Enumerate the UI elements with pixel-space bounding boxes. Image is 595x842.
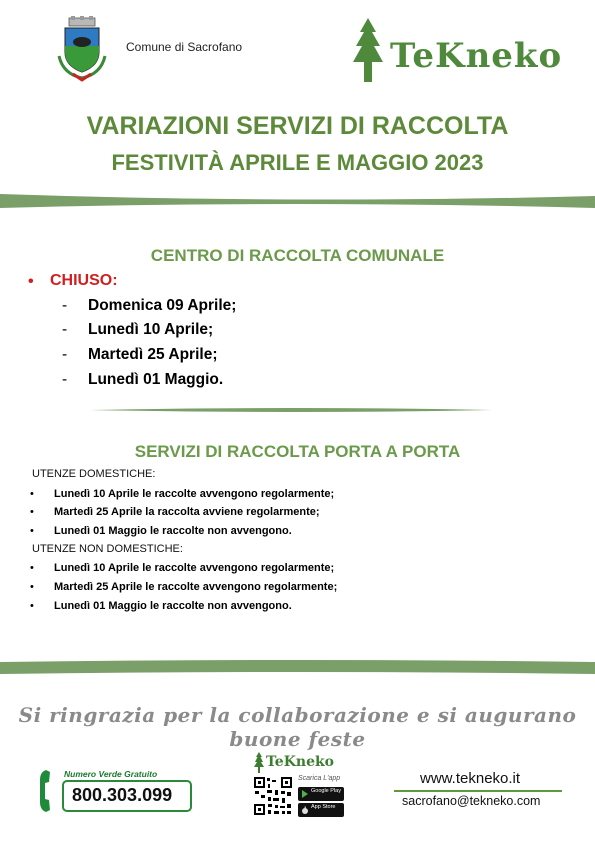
app-store-label: App Store bbox=[311, 804, 336, 810]
bullet: • bbox=[30, 525, 34, 537]
closed-date-item bbox=[62, 346, 218, 364]
closed-date-text: Lunedì 01 Maggio. bbox=[88, 371, 224, 388]
bullet: • bbox=[30, 488, 34, 500]
service-item bbox=[30, 506, 320, 518]
service-item bbox=[30, 488, 334, 500]
group-heading-domestic: UTENZE DOMESTICHE: bbox=[32, 468, 156, 480]
dash: - bbox=[62, 346, 68, 363]
bullet: • bbox=[30, 506, 34, 518]
service-item-text: Martedì 25 Aprile le raccolte avvengono regolarmente; bbox=[54, 581, 338, 593]
closed-date-text: Domenica 09 Aprile; bbox=[88, 297, 237, 314]
service-item-text: Lunedì 10 Aprile le raccolte avvengono regolarmente; bbox=[54, 488, 335, 500]
divider-band-top bbox=[0, 194, 595, 208]
page-subtitle: FESTIVITÀ APRILE E MAGGIO 2023 bbox=[111, 150, 484, 175]
service-item bbox=[30, 562, 334, 574]
closed-bullet: • bbox=[28, 273, 34, 290]
telephone-icon bbox=[38, 768, 64, 814]
pine-tree-icon bbox=[350, 18, 386, 86]
service-item bbox=[30, 600, 292, 612]
service-item-text: Lunedì 10 Aprile le raccolte avvengono regolarmente; bbox=[54, 562, 335, 574]
closed-date-text: Lunedì 10 Aprile; bbox=[88, 321, 214, 338]
closed-label: CHIUSO: bbox=[50, 272, 118, 289]
website-link[interactable]: www.tekneko.it bbox=[420, 770, 521, 787]
bullet: • bbox=[30, 600, 34, 612]
play-icon bbox=[301, 790, 309, 798]
dash: - bbox=[62, 297, 68, 314]
download-caption: Scarica L'app bbox=[298, 775, 341, 782]
closed-date-item bbox=[62, 321, 213, 339]
closed-date-text: Martedì 25 Aprile; bbox=[88, 346, 218, 363]
toll-free-caption: Numero Verde Gratuito bbox=[64, 769, 158, 779]
comune-name: Comune di Sacrofano bbox=[126, 40, 243, 54]
service-item bbox=[30, 581, 337, 593]
apple-icon bbox=[301, 806, 309, 814]
divider-thin bbox=[90, 406, 492, 414]
closed-date-item bbox=[62, 297, 236, 315]
brand-logo-text: TeKneko bbox=[390, 36, 563, 76]
section-title-center: CENTRO DI RACCOLTA COMUNALE bbox=[150, 246, 445, 265]
pine-tree-icon bbox=[253, 752, 265, 774]
bullet: • bbox=[30, 581, 34, 593]
contact-divider bbox=[394, 790, 562, 792]
closed-date-item bbox=[62, 371, 223, 389]
dash: - bbox=[62, 371, 68, 388]
google-play-label: Google Play bbox=[311, 788, 341, 794]
qr-code-icon[interactable] bbox=[253, 776, 293, 816]
mini-brand-text: TeKneko bbox=[266, 754, 335, 770]
dash: - bbox=[62, 321, 68, 338]
divider-band-bottom bbox=[0, 660, 595, 674]
section-title-door-to-door: SERVIZI DI RACCOLTA PORTA A PORTA bbox=[134, 442, 461, 461]
service-item-text: Lunedì 01 Maggio le raccolte non avvengono. bbox=[54, 525, 292, 537]
email-link[interactable]: sacrofano@tekneko.com bbox=[402, 794, 541, 808]
service-item-text: Martedì 25 Aprile la raccolta avviene regolarmente; bbox=[54, 506, 320, 518]
service-item bbox=[30, 525, 292, 537]
municipal-crest-icon bbox=[55, 16, 109, 82]
phone-number: 800.303.099 bbox=[72, 785, 173, 805]
service-item-text: Lunedì 01 Maggio le raccolte non avvengono. bbox=[54, 600, 292, 612]
page-title: VARIAZIONI SERVIZI DI RACCOLTA bbox=[86, 112, 509, 140]
bullet: • bbox=[30, 562, 34, 574]
app-store-badge[interactable] bbox=[298, 803, 344, 817]
group-heading-non-domestic: UTENZE NON DOMESTICHE: bbox=[32, 543, 183, 555]
google-play-badge[interactable] bbox=[298, 787, 344, 801]
thanks-message: Si ringrazia per la collaborazione e si augurano buone feste bbox=[18, 703, 577, 751]
